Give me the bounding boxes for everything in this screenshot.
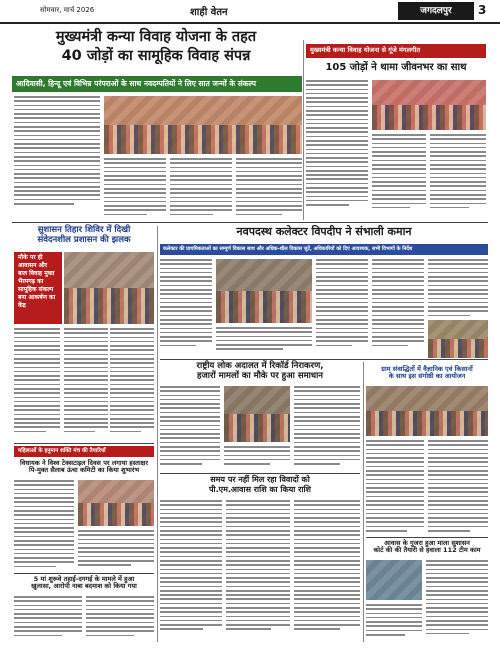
story4-text-col1 — [160, 259, 212, 357]
story7-text-col1 — [366, 440, 424, 534]
story6-text-col1 — [160, 386, 220, 470]
story4-text-col5 — [428, 259, 488, 319]
newspaper-name: शाही वेतन — [190, 7, 228, 18]
story3-headline — [14, 226, 154, 246]
story9-text-col2 — [86, 596, 154, 640]
page-header — [0, 0, 500, 24]
story6-headline-line2: हजारों मामलों का मौके पर हुआ समाधान — [196, 371, 323, 382]
story5-text-col1 — [14, 480, 74, 572]
story1-photo-wedding-couples — [104, 96, 302, 154]
story9-headline — [14, 576, 154, 590]
story10-headline — [366, 540, 488, 554]
story3-text-col3 — [110, 328, 154, 442]
story2-photo-wedding-ceremony — [372, 80, 486, 130]
story7-headline-line1: ग्राम संवाद्धितों में वैज्ञानिक एवं किसानों — [381, 365, 473, 373]
story2-text-col3 — [430, 134, 486, 216]
story1-text-col4 — [236, 158, 302, 218]
story9-text-col1 — [14, 596, 82, 640]
story3-text-col1 — [14, 328, 60, 442]
story8-headline-line2: पी.एम.आवास राशि का किया राशि — [208, 484, 311, 494]
story6-text-col3 — [294, 386, 360, 470]
story10-headline-line2: कोर्ट की की तैयारी से हवाला 112 टीम काम — [373, 546, 481, 555]
story2-banner: मुख्यमंत्री कन्या विवाह योजना से गूंजे मंगलगीत — [306, 44, 486, 58]
section-divider — [14, 573, 154, 574]
story3-photo-camp — [64, 252, 154, 324]
story3-headline-line1: सुशासन तिहार शिविर में दिखी — [37, 225, 131, 235]
story5-photo-event — [78, 480, 154, 526]
story3-text-col2 — [64, 328, 108, 442]
story5-headline-line1: विधायक ने विश्व टेक्सटाइल दिवस पर लगाया हस्ताक्षर — [20, 459, 148, 467]
section-divider — [160, 359, 488, 360]
story4-photo-farmers — [428, 320, 488, 358]
story3-headline-line2: संवेदनशील प्रशासन की झलक — [37, 235, 131, 246]
section-divider — [14, 443, 154, 444]
story9-headline-line2: खुलासा, आरोपी नाबा बदमाश को किया गया — [31, 582, 137, 591]
story2-text-col2 — [372, 134, 426, 216]
story5-headline — [14, 460, 154, 474]
story5-banner: महिलाओं के हनुमान शक्ति मंच की तैयारियाँ — [14, 446, 154, 457]
story6-headline-line1: राष्ट्रीय लोक अदालत में रिकॉर्ड निराकरण, — [196, 361, 324, 371]
story7-photo-seminar — [366, 386, 488, 436]
story4-text-col4 — [372, 259, 424, 357]
story9-headline-line1: 5 मां शुरूवे तहाई-दगगई के मामले में हुआ — [33, 575, 135, 583]
story1-headline-line2: 40 जोड़ों का सामूहिक विवाह संपन्न — [61, 47, 251, 64]
story7-headline — [366, 366, 488, 380]
story4-photo-collector-meeting — [216, 259, 312, 323]
column-divider — [303, 40, 304, 220]
page-number: 3 — [478, 3, 487, 17]
story10-headline-line1: आवास के गुजरा हुआ माला सुशासन — [384, 539, 470, 547]
column-divider — [363, 362, 364, 642]
story2-headline: 105 जोड़ों ने थामा जीवनभर का साथ — [325, 62, 467, 73]
section-divider — [366, 537, 488, 538]
story6-headline — [160, 362, 360, 382]
edition-date: सोमवार, मार्च 2026 — [40, 6, 95, 14]
story5-headline-line2: पि-मुक्त सैलाब ऊंचा कमिटी का किया शुभारंभ — [28, 466, 140, 475]
story8-headline-line1: समय पर नहीं मिल रहा विवादों को — [210, 475, 310, 484]
city-tag: जगदलपुर — [398, 2, 474, 20]
story1-text-col3 — [170, 158, 232, 218]
story4-text-col3 — [316, 259, 368, 357]
story1-text-col2 — [104, 158, 166, 218]
story2-text-col1 — [306, 80, 368, 216]
story3-side-text: मौके पर ही आवासन और बाल विवाह मुक्त भैरमगढ़ का सामूहिक संकल्प बना आकर्षण का केंद्र — [14, 252, 62, 324]
story7-text-col2 — [428, 440, 488, 534]
story1-headline — [14, 30, 298, 65]
column-divider — [157, 226, 158, 642]
story8-text-col2 — [226, 500, 290, 638]
section-divider — [160, 473, 360, 474]
story4-headline: नवपदस्थ कलेक्टर विपदीप ने संभाली कमान — [236, 225, 412, 238]
story8-text-col3 — [294, 500, 360, 638]
story4-banner: कलेक्टर की प्राथमिकताओं का सम्पूर्ण विकास साथ और अधिक-शील विकास जुटें, अधिकारियों को दिए आवश्यक, सभी विभागों के निर्देश — [160, 244, 488, 255]
story8-headline — [160, 476, 360, 495]
story6-text-col2 — [224, 446, 290, 470]
story1-banner: आदिवासी, हिन्दू एवं विभिन्न परंपराओं के साथ नवदम्पतियों ने लिए सात जन्मों के संकल्प — [12, 76, 302, 92]
story10-text-col1 — [426, 560, 488, 640]
story7-headline-line2: के साथ इस संगोष्ठी का आयोजन — [388, 372, 466, 381]
story1-text-col1 — [14, 96, 100, 218]
story8-text-col1 — [160, 500, 222, 638]
story1-headline-line1: मुख्यमंत्री कन्या विवाह योजना के तहत — [55, 29, 257, 45]
story10-text-col2 — [366, 604, 422, 640]
section-divider — [12, 222, 488, 223]
story5-text-col2 — [78, 530, 154, 572]
story6-photo-lok-adalat — [224, 386, 290, 442]
story10-photo-police-vehicle — [366, 560, 422, 600]
story4-text-col2 — [216, 327, 312, 357]
